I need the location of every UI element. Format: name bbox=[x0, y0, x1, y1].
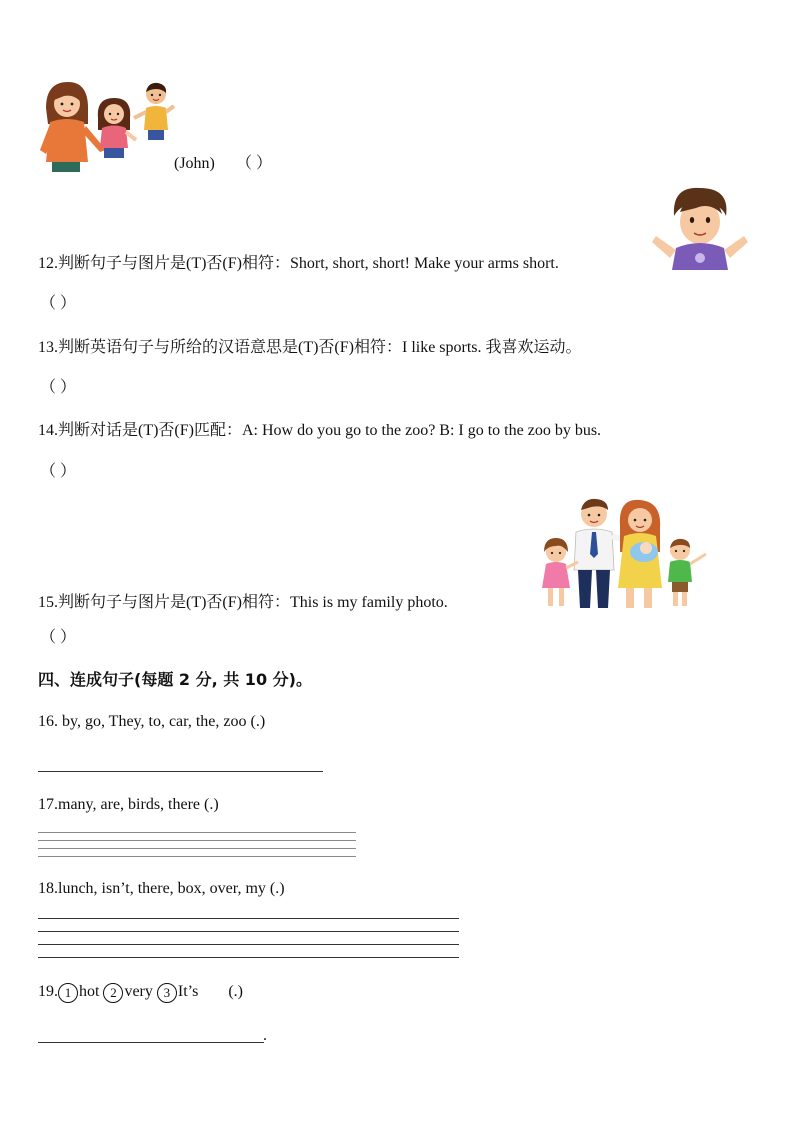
q19-marker-3: 3 bbox=[157, 983, 177, 1003]
boy-figure bbox=[134, 83, 174, 140]
q17-writing-line-3[interactable] bbox=[38, 848, 356, 849]
woman-figure bbox=[40, 82, 106, 172]
q15-prompt: 15.判断句子与图片是(T)否(F)相符：This is my family photo. bbox=[38, 594, 448, 611]
q19-marker-2: 2 bbox=[103, 983, 123, 1003]
q16-answer-line[interactable] bbox=[38, 771, 323, 772]
q19-word-2: very bbox=[124, 983, 153, 1000]
q19-answer-line[interactable] bbox=[38, 1042, 264, 1043]
q14-prompt: 14.判断对话是(T)否(F)匹配：A: How do you go to the zoo? B: I go to the zoo by bus. bbox=[38, 422, 602, 439]
q19-word-1: hot bbox=[79, 983, 100, 1000]
q11-name: (John) bbox=[174, 155, 215, 172]
daughter-figure bbox=[542, 538, 578, 606]
q11-answer-blank[interactable]: （ ） bbox=[236, 155, 273, 172]
q17-writing-line-1[interactable] bbox=[38, 832, 356, 833]
q15-answer-blank[interactable]: （ ） bbox=[40, 629, 77, 646]
q13-answer-blank[interactable]: （ ） bbox=[40, 379, 77, 396]
q19-marker-1: 1 bbox=[58, 983, 78, 1003]
q18-writing-line-4[interactable] bbox=[38, 957, 459, 958]
q17-writing-line-2[interactable] bbox=[38, 840, 356, 841]
q19-word-3: It’s bbox=[177, 983, 199, 1000]
q13-prompt: 13.判断英语句子与所给的汉语意思是(T)否(F)相符：I like sports. 我喜欢运动。 bbox=[38, 339, 582, 356]
q18-writing-line-1[interactable] bbox=[38, 918, 459, 919]
q17-prompt: 17.many, are, birds, there (.) bbox=[38, 796, 219, 813]
q19-end-period: . bbox=[263, 1027, 267, 1044]
q12-prompt: 12.判断句子与图片是(T)否(F)相符：Short, short, short! Make your arms short. bbox=[38, 255, 559, 272]
q12-answer-blank[interactable]: （ ） bbox=[40, 295, 77, 312]
q17-writing-line-4[interactable] bbox=[38, 856, 356, 857]
q18-writing-line-2[interactable] bbox=[38, 931, 459, 932]
q16-prompt: 16. by, go, They, to, car, the, zoo (.) bbox=[38, 713, 266, 730]
three-people-illustration bbox=[36, 78, 176, 172]
q19-punctuation: (.) bbox=[228, 983, 243, 1000]
family-illustration bbox=[532, 496, 714, 610]
q19-number: 19. bbox=[38, 983, 58, 1000]
q14-answer-blank[interactable]: （ ） bbox=[40, 463, 77, 480]
q18-writing-line-3[interactable] bbox=[38, 944, 459, 945]
boy-shrugging-illustration bbox=[652, 186, 748, 270]
q18-prompt: 18.lunch, isn’t, there, box, over, my (.) bbox=[38, 880, 285, 897]
q19-prompt bbox=[38, 982, 243, 1003]
son-figure bbox=[668, 539, 706, 606]
section-4-heading: 四、连成句子(每题 2 分, 共 10 分)。 bbox=[38, 670, 312, 689]
mother-figure bbox=[618, 500, 662, 608]
